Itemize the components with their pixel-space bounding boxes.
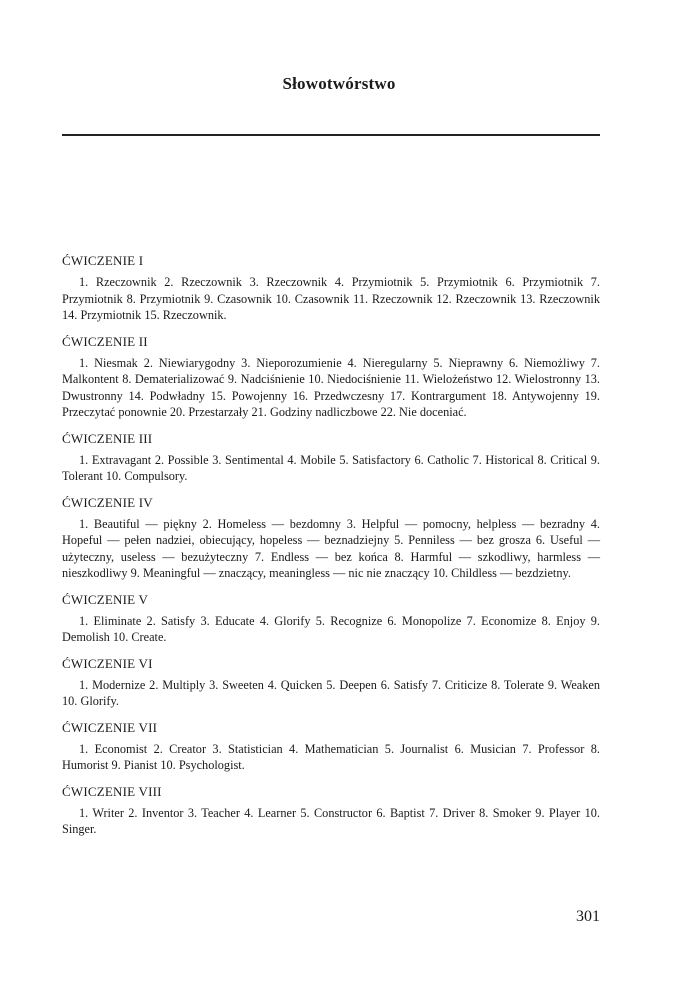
exercise-section <box>62 591 600 646</box>
exercise-heading: ĆWICZENIE IV <box>62 494 153 510</box>
exercise-heading: ĆWICZENIE V <box>62 591 149 607</box>
exercise-section <box>62 252 600 324</box>
page-number: 301 <box>576 908 600 925</box>
exercise-heading: ĆWICZENIE III <box>62 430 153 446</box>
exercise-heading: ĆWICZENIE VII <box>62 719 158 735</box>
exercise-text: 1. Rzeczownik 2. Rzeczownik 3. Rzeczownik 4. Przymiotnik 5. Przymiotnik 6. Przymiotnik 7. Przymiotnik 8. Przymiotnik 9. Czasownik 10. Czasownik 11. Rzeczownik 12. Rzeczownik 13. Rzeczownik 14. Przymiotnik 15. Rzeczownik. <box>62 275 600 322</box>
exercise-section <box>62 333 600 421</box>
exercise-text: 1. Extravagant 2. Possible 3. Sentimental 4. Mobile 5. Satisfactory 6. Catholic 7. Historical 8. Critical 9. Tolerant 10. Compulsory. <box>62 452 600 483</box>
exercise-text: 1. Writer 2. Inventor 3. Teacher 4. Learner 5. Constructor 6. Baptist 7. Driver 8. Smoker 9. Player 10. Singer. <box>62 805 600 836</box>
exercise-text: 1. Economist 2. Creator 3. Statistician 4. Mathematician 5. Journalist 6. Musician 7. Professor 8. Humorist 9. Pianist 10. Psychologist. <box>62 741 600 772</box>
exercise-section <box>62 655 600 710</box>
exercise-section <box>62 494 600 582</box>
exercise-text: 1. Modernize 2. Multiply 3. Sweeten 4. Quicken 5. Deepen 6. Satisfy 7. Criticize 8. Tolerate 9. Weaken 10. Glorify. <box>62 677 600 708</box>
exercise-heading: ĆWICZENIE II <box>62 333 148 349</box>
exercise-section <box>62 430 600 485</box>
exercise-heading: ĆWICZENIE VI <box>62 655 153 671</box>
title-divider <box>62 134 600 136</box>
exercise-text: 1. Eliminate 2. Satisfy 3. Educate 4. Glorify 5. Recognize 6. Monopolize 7. Economize 8. Enjoy 9. Demolish 10. Create. <box>62 613 600 644</box>
exercise-section <box>62 719 600 774</box>
exercise-text: 1. Niesmak 2. Niewiarygodny 3. Nieporozumienie 4. Nieregularny 5. Nieprawny 6. Niemożliwy 7. Malkontent 8. Dematerializować 9. Nadciśnienie 10. Niedociśnienie 11. Wielożeństwo 12. Wielostronny 13. Dwustronny 14. Podwładny 15. Powojenny 16. Przedwczesny 17. Kontrargument 18. Antywojenny 19. Przeczytać ponownie 20. Przestarzały 21. Godziny nadliczbowe 22. Nie doceniać. <box>62 355 600 419</box>
exercise-answers <box>62 252 600 847</box>
exercise-section <box>62 783 600 838</box>
exercise-heading: ĆWICZENIE VIII <box>62 783 162 799</box>
exercise-text: 1. Beautiful — piękny 2. Homeless — bezdomny 3. Helpful — pomocny, helpless — bezradny 4. Hopeful — pełen nadziei, obiecujący, hopeless — beznadziejny 5. Penniless — bez grosza 6. Useful — użyteczny, useless — bezużyteczny 7. Endless — bez końca 8. Harmful — szkodliwy, harmless — nieszkodliwy 9. Meaningful — znaczący, meaningless — nic nie znaczący 10. Childless — bezdzietny. <box>62 516 600 580</box>
exercise-heading: ĆWICZENIE I <box>62 253 144 268</box>
page-title: Słowotwórstwo <box>282 74 396 93</box>
